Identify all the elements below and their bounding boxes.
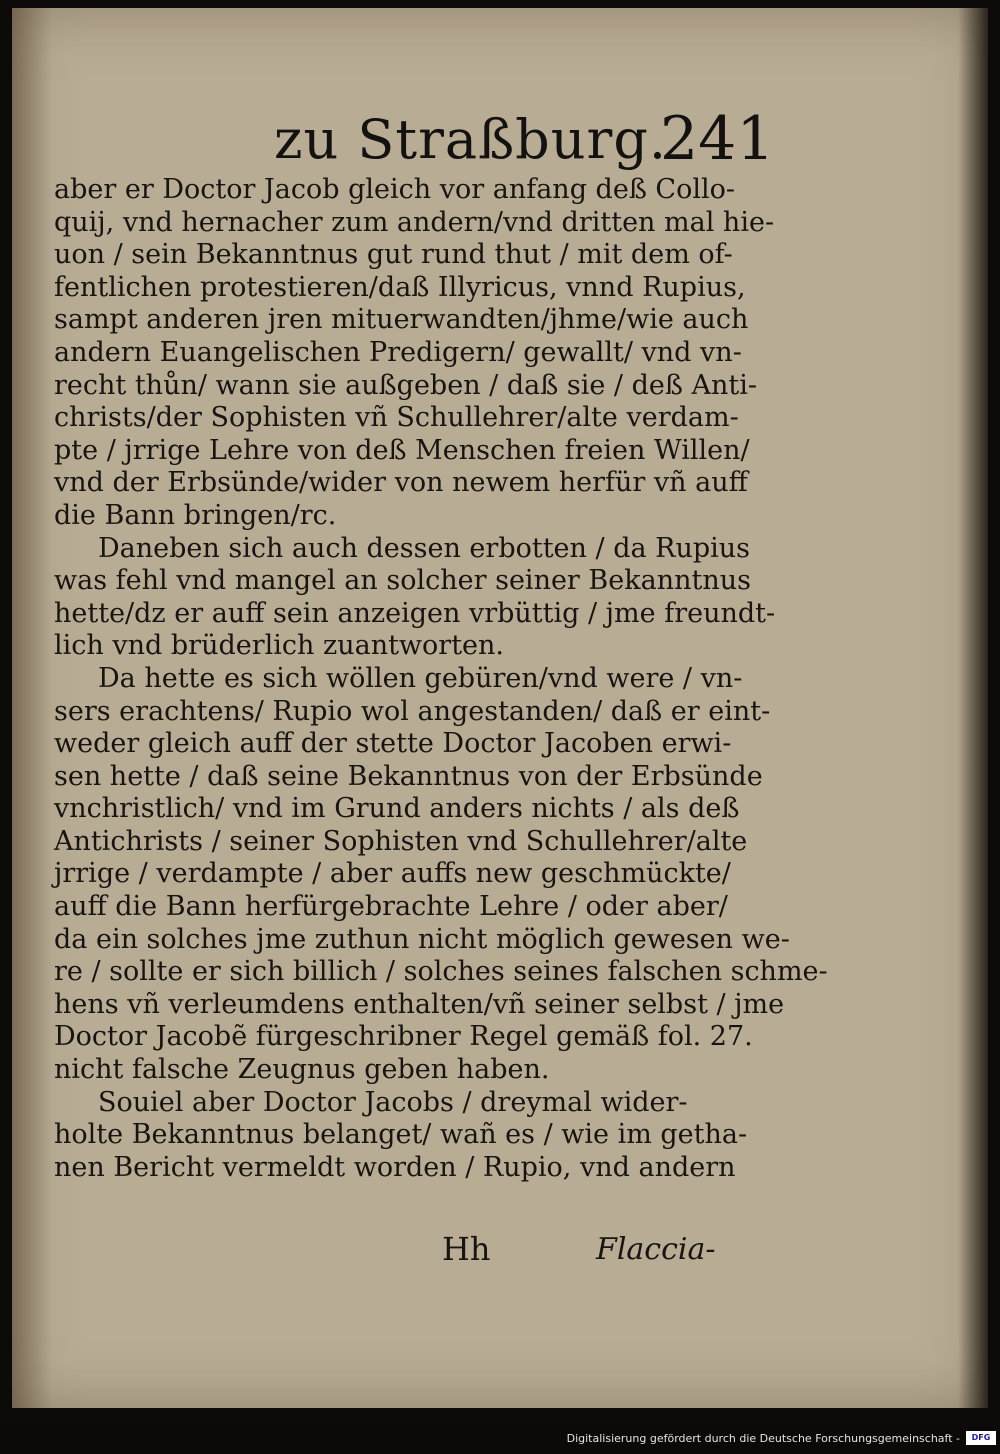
text-line: Doctor Jacobẽ fürgeschribner Regel gemäß fol. 27. — [54, 1021, 753, 1053]
text-line: vnd der Erbsünde/wider von newem herfür vñ auff — [54, 467, 748, 499]
text-line: sen hette / daß seine Bekanntnus von der Erbsünde — [54, 760, 763, 792]
text-line: die Bann bringen/rc. — [54, 499, 337, 531]
text-line: pte / jrrige Lehre von deß Menschen freien Willen/ — [54, 434, 750, 466]
text-line: re / sollte er sich billich / solches seines falschen schme- — [54, 956, 828, 988]
text-line: quij, vnd hernacher zum andern/vnd dritten mal hie- — [54, 206, 775, 238]
text-line: weder gleich auff der stette Doctor Jacoben erwi- — [54, 728, 732, 760]
text-line: nen Bericht vermeldt worden / Rupio, vnd andern — [54, 1151, 736, 1183]
page-edge-shadow — [958, 8, 988, 1408]
text-line: fentlichen protestieren/daß Illyricus, vnnd Rupius, — [54, 271, 746, 303]
text-line: hette/dz er auff sein anzeigen vrbüttig / jme freundt- — [54, 597, 776, 629]
paragraph-start-line: Da hette es sich wöllen gebüren/vnd were / vn- — [98, 662, 743, 694]
text-line: aber er Doctor Jacob gleich vor anfang deß Collo- — [54, 174, 735, 205]
text-line: holte Bekanntnus belanget/ wañ es / wie im getha- — [54, 1119, 748, 1151]
signature-mark: Hh — [442, 1230, 491, 1268]
text-line: uon / sein Bekanntnus gut rund thut / mit dem of- — [54, 239, 733, 271]
book-page — [12, 8, 988, 1408]
running-title: zu Straßburg. — [274, 108, 668, 171]
text-line: sampt anderen jren mituerwandten/jhme/wie auch — [54, 304, 749, 336]
page-number: 241 — [660, 104, 775, 174]
dfg-logo: DFG — [966, 1431, 996, 1445]
funding-credit: Digitalisierung gefördert durch die Deutsche Forschungsgemeinschaft - — [566, 1432, 960, 1445]
text-line: auff die Bann herfürgebrachte Lehre / oder aber/ — [54, 891, 728, 923]
text-line: jrrige / verdampte / aber auffs new geschmückte/ — [54, 858, 731, 890]
text-line: da ein solches jme zuthun nicht möglich gewesen we- — [54, 923, 790, 955]
footer-bar — [0, 1422, 1000, 1454]
text-line: recht thůn/ wann sie außgeben / daß sie / deß Anti- — [54, 369, 757, 401]
catchword: Flaccia- — [596, 1232, 716, 1267]
text-line: lich vnd brüderlich zuantworten. — [54, 630, 505, 662]
text-line: hens vñ verleumdens enthalten/vñ seiner selbst / jme — [54, 988, 785, 1020]
text-line: sers erachtens/ Rupio wol angestanden/ daß er eint- — [54, 695, 771, 727]
text-line: christs/der Sophisten vñ Schullehrer/alte verdam- — [54, 402, 739, 434]
paragraph-start-line: Souiel aber Doctor Jacobs / dreymal wider- — [98, 1086, 688, 1118]
text-line: nicht falsche Zeugnus geben haben. — [54, 1054, 550, 1086]
text-line: Antichrists / seiner Sophisten vnd Schullehrer/alte — [54, 825, 748, 857]
text-line: andern Euangelischen Predigern/ gewallt/ vnd vn- — [54, 336, 742, 368]
body-text — [54, 174, 828, 1184]
text-line: vnchristlich/ vnd im Grund anders nichts / als deß — [54, 793, 740, 825]
paragraph-start-line: Daneben sich auch dessen erbotten / da Rupius — [98, 532, 751, 564]
text-line: was fehl vnd mangel an solcher seiner Bekanntnus — [54, 565, 751, 597]
